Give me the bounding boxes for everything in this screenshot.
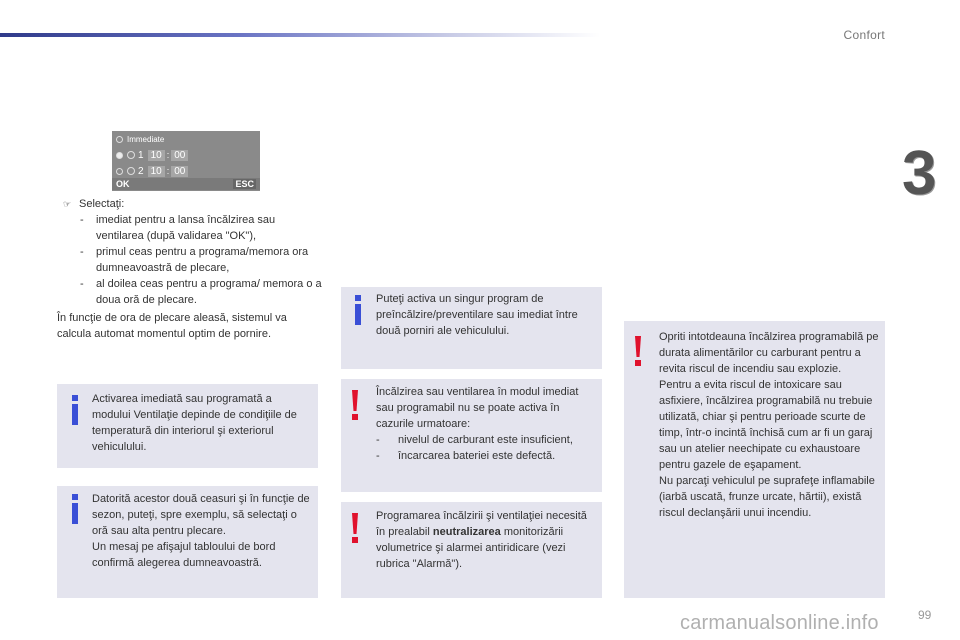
clock-icon — [127, 151, 135, 159]
warning-box-stop-heating — [624, 321, 885, 598]
list-item — [80, 212, 325, 244]
screen-row-immediate — [112, 132, 260, 146]
display-screen-illustration — [112, 131, 260, 191]
screen-row-slot-2 — [112, 164, 260, 178]
info-single-program-text: Puteţi activa un singur program de preîncălzire/preventilare sau imediat între două porniri ale vehiculului. — [376, 293, 578, 337]
list-item-text: imediat pentru a lansa încălzirea sau ventilarea (după validarea "OK"), — [96, 214, 276, 242]
header-gradient-bar — [0, 33, 600, 37]
list-dash: - — [80, 278, 84, 290]
list-dash: - — [80, 214, 84, 226]
radio-selected-icon — [116, 152, 123, 159]
radio-empty-icon — [116, 136, 123, 143]
selection-instructions — [63, 196, 325, 308]
warning-icon — [634, 336, 642, 366]
list-item — [376, 432, 598, 448]
watermark: carmanualsonline.info — [680, 612, 879, 634]
warning-box-program — [341, 502, 602, 598]
esc-softkey: ESC — [235, 179, 254, 189]
warning-stop-line-3: Nu parcaţi vehiculul pe suprafeţe inflamabile (iarbă uscată, frunze urcate, hărtii), există riscul declanşării unui incendiu. — [659, 475, 875, 519]
pointing-hand-icon: ☞ — [63, 199, 72, 209]
warning-icon — [351, 390, 359, 420]
screen-immediate-label: Immediate — [127, 134, 165, 144]
slot-minutes: 00 — [171, 150, 188, 161]
warning-modes-intro: Încălzirea sau ventilarea în modul imediat sau programabil nu se poate activa în cazurile urmatoare: — [376, 386, 579, 430]
info-box-two-clocks — [57, 486, 318, 598]
info-icon — [71, 395, 79, 425]
list-dash: - — [376, 450, 380, 462]
slot-number: 2 — [138, 165, 144, 177]
warning-program-part-1: Programarea încălzirii şi ventilaţiei necesită în prealabil — [376, 510, 587, 538]
slot-number: 1 — [138, 149, 144, 161]
screen-softkey-row — [112, 178, 260, 190]
list-item — [376, 448, 598, 464]
info-icon — [71, 494, 79, 524]
list-item — [80, 276, 325, 308]
section-title: Confort — [843, 28, 885, 42]
time-separator: : — [166, 150, 170, 160]
warning-modes-text — [376, 384, 598, 464]
info-icon — [354, 295, 362, 325]
slot-hours: 10 — [148, 150, 165, 161]
warning-icon — [351, 513, 359, 543]
list-item-text: al doilea ceas pentru a programa/ memora o a doua oră de plecare. — [96, 278, 322, 306]
info-box-single-program — [341, 287, 602, 369]
info-two-clocks-line-2: Un mesaj pe afişajul tabloului de bord confirmă alegerea dumneavoastră. — [92, 541, 276, 569]
warning-stop-line-1: Opriti intotdeauna încălzirea programabilă pe durata alimentărilor cu carburant pentru a revita riscul de incendiu sau explozie. — [659, 331, 879, 375]
radio-empty-icon — [116, 168, 123, 175]
warning-program-part-2: monitorizării volumetrice şi alarmei antiridicare (vezi rubrica "Alarmă"). — [376, 526, 566, 570]
page-number: 99 — [918, 608, 932, 622]
ok-softkey: OK — [116, 179, 130, 189]
warning-stop-line-2: Pentru a evita riscul de intoxicare sau asfixiere, încălzirea programabilă nu trebuie utilizată, chiar şi pentru perioade scurte de timp, într-o incintă închisă cum ar fi un garaj sau un atelier neechipate cu exhaustoare pentru gazele de eşapament. — [659, 379, 873, 471]
info-two-clocks-line-1: Datorită acestor două ceasuri şi în funcţie de sezon, puteţi, spre exemplu, să selectaţi o oră sau alta pentru plecare. — [92, 493, 310, 537]
list-dash: - — [80, 246, 84, 258]
list-item — [80, 244, 325, 276]
screen-row-slot-1 — [112, 148, 260, 162]
time-separator: : — [166, 166, 170, 176]
list-item-text: primul ceas pentru a programa/memora ora dumneavoastră de plecare, — [96, 246, 309, 274]
warning-program-text — [376, 508, 598, 572]
chapter-number: 3 — [902, 139, 937, 208]
warning-box-modes — [341, 379, 602, 492]
info-activation-text: Activarea imediată sau programată a modului Ventilaţie depinde de condiţiile de temperatură din interiorul şi exteriorul vehiculului. — [92, 393, 297, 453]
list-item-text: încarcarea bateriei este defectă. — [398, 450, 556, 462]
clock-icon — [127, 167, 135, 175]
slot-minutes: 00 — [171, 166, 188, 177]
warning-program-bold: neutralizarea — [432, 526, 501, 538]
info-box-activation — [57, 384, 318, 468]
slot-hours: 10 — [148, 166, 165, 177]
list-item-text: nivelul de carburant este insuficient, — [398, 434, 573, 446]
warning-stop-text — [659, 329, 881, 521]
auto-start-paragraph: În funcţie de ora de plecare aleasă, sistemul va calcula automat momentul optim de pornire. — [57, 312, 287, 340]
instructions-heading: Selectaţi: — [79, 198, 125, 210]
info-two-clocks-text — [92, 491, 314, 571]
list-dash: - — [376, 434, 380, 446]
